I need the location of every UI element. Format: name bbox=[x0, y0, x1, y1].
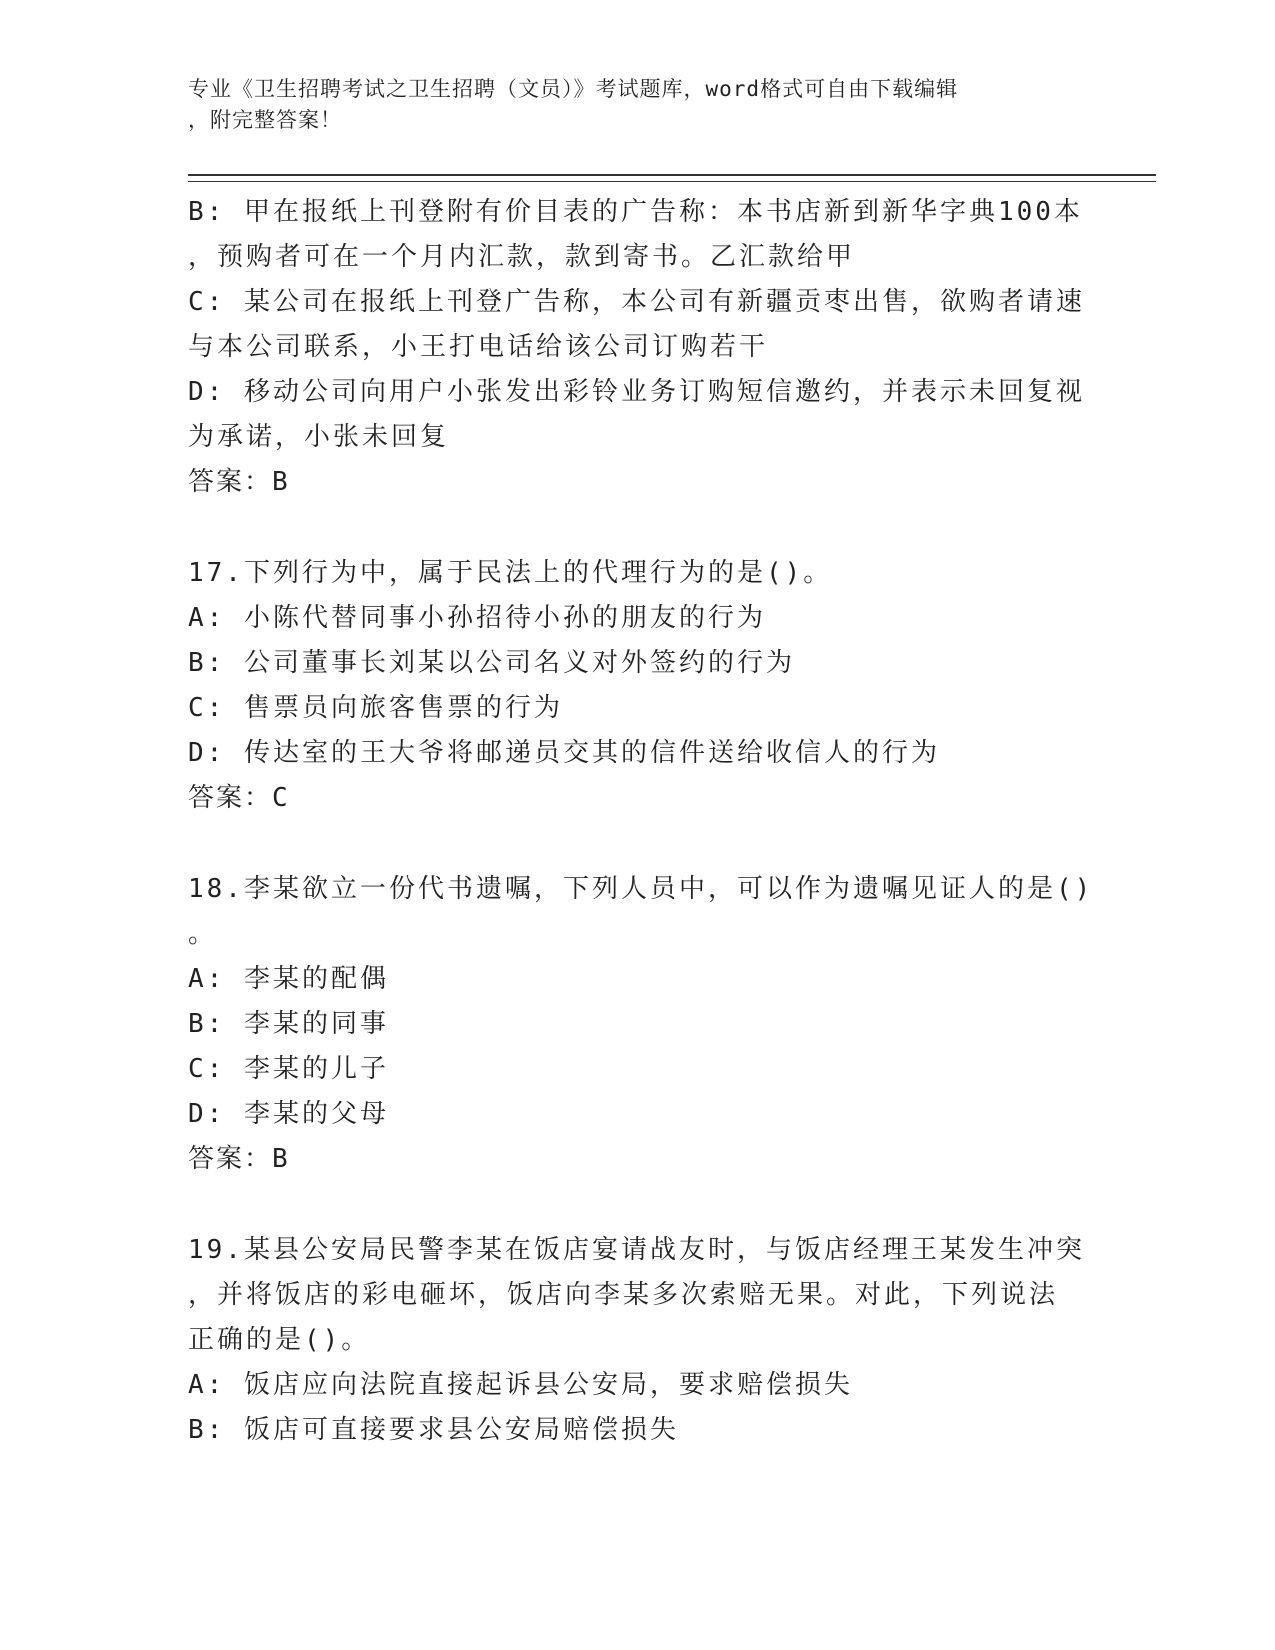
option-b-line-2: ，预购者可在一个月内汇款，款到寄书。乙汇款给甲 bbox=[188, 242, 856, 272]
spacer bbox=[188, 505, 1088, 551]
question-stem-line-3: 正确的是()。 bbox=[188, 1325, 371, 1355]
question-18 bbox=[188, 867, 1094, 1182]
option-c: C: 李某的儿子 bbox=[188, 1054, 389, 1084]
question-stem-line-2: ，并将饭店的彩电砸坏，饭店向李某多次索赔无果。对此，下列说法 bbox=[188, 1280, 1059, 1310]
option-d-line-2: 为承诺，小张未回复 bbox=[188, 422, 450, 452]
answer-label: 答案：B bbox=[188, 467, 290, 497]
question-17 bbox=[188, 551, 1088, 821]
option-b: B: 饭店可直接要求县公安局赔偿损失 bbox=[188, 1415, 679, 1445]
option-a: A: 饭店应向法院直接起诉县公安局，要求赔偿损失 bbox=[188, 1370, 853, 1400]
answer-label: 答案：B bbox=[188, 1144, 290, 1174]
header-line-1: 专业《卫生招聘考试之卫生招聘（文员）》考试题库，word格式可自由下载编辑 bbox=[188, 77, 959, 101]
option-b: B: 李某的同事 bbox=[188, 1009, 389, 1039]
option-d: D: 李某的父母 bbox=[188, 1099, 389, 1129]
page-header bbox=[188, 74, 1068, 136]
option-b-line-1: B: 甲在报纸上刊登附有价目表的广告称：本书店新到新华字典100本 bbox=[188, 197, 1083, 227]
question-stem-line-1: 18.李某欲立一份代书遗嘱，下列人员中，可以作为遗嘱见证人的是() bbox=[188, 874, 1094, 904]
question-19 bbox=[188, 1228, 1088, 1453]
question-stem-line-2: 。 bbox=[188, 919, 218, 949]
option-b: B: 公司董事长刘某以公司名义对外签约的行为 bbox=[188, 648, 795, 678]
option-d-line-1: D: 移动公司向用户小张发出彩铃业务订购短信邀约，并表示未回复视 bbox=[188, 377, 1085, 407]
option-c-line-1: C: 某公司在报纸上刊登广告称，本公司有新疆贡枣出售，欲购者请速 bbox=[188, 287, 1085, 317]
option-c-line-2: 与本公司联系，小王打电话给该公司订购若干 bbox=[188, 332, 769, 362]
option-a: A: 李某的配偶 bbox=[188, 964, 389, 994]
question-stem: 17.下列行为中，属于民法上的代理行为的是()。 bbox=[188, 558, 833, 588]
option-d: D: 传达室的王大爷将邮递员交其的信件送给收信人的行为 bbox=[188, 738, 940, 768]
answer-label: 答案：C bbox=[188, 783, 290, 813]
spacer bbox=[188, 1182, 1088, 1228]
question-content bbox=[188, 190, 1094, 1453]
question-stem-line-1: 19.某县公安局民警李某在饭店宴请战友时，与饭店经理王某发生冲突 bbox=[188, 1235, 1085, 1265]
question-16-continued bbox=[188, 190, 1088, 505]
header-line-2: ，附完整答案！ bbox=[188, 108, 342, 132]
option-a: A: 小陈代替同事小孙招待小孙的朋友的行为 bbox=[188, 603, 766, 633]
spacer bbox=[188, 821, 1088, 867]
header-divider-thin bbox=[188, 181, 1156, 182]
header-divider-thick bbox=[188, 174, 1156, 176]
option-c: C: 售票员向旅客售票的行为 bbox=[188, 693, 563, 723]
